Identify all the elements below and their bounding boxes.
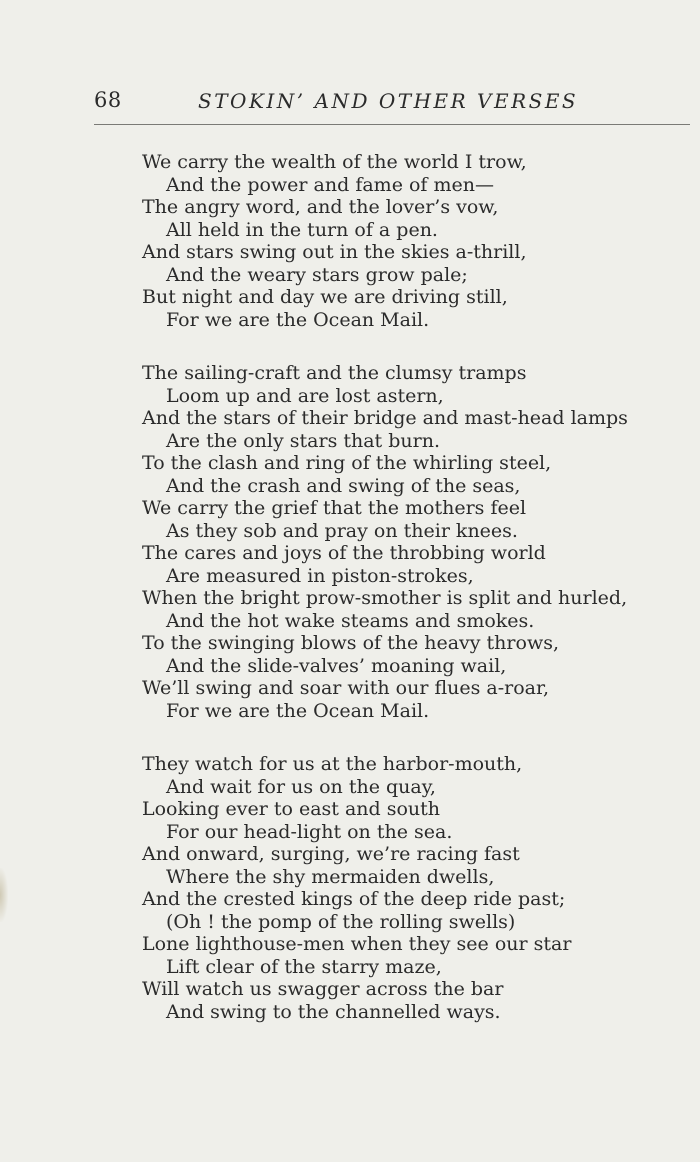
- poem-line: For we are the Ocean Mail.: [166, 308, 430, 331]
- poem-line: (Oh ! the pomp of the rolling swells): [166, 910, 516, 933]
- stanza: [142, 151, 698, 331]
- poem-line: Looking ever to east and south: [142, 798, 441, 820]
- running-title: STOKIN’ AND OTHER VERSES: [198, 89, 579, 113]
- poem-line: To the clash and ring of the whirling steel,: [142, 452, 552, 474]
- poem-line: The cares and joys of the throbbing world: [142, 542, 546, 564]
- stanza: [142, 753, 698, 1023]
- poem-line: When the bright prow-smother is split and hurled,: [142, 587, 628, 609]
- page-stain: [0, 868, 8, 922]
- poem-line: We carry the grief that the mothers feel: [142, 497, 527, 519]
- poem-line: We’ll swing and soar with our flues a-roar,: [142, 677, 550, 699]
- poem-line: And the stars of their bridge and mast-head lamps: [142, 407, 628, 429]
- header-rule: [94, 124, 690, 125]
- poem-line: For our head-light on the sea.: [166, 820, 453, 843]
- poem-line: And the crash and swing of the seas,: [166, 474, 521, 497]
- poem-line: The sailing-craft and the clumsy tramps: [142, 362, 527, 384]
- poem-line: As they sob and pray on their knees.: [166, 519, 518, 542]
- poem-line: Lift clear of the starry maze,: [166, 955, 442, 978]
- poem-line: Will watch us swagger across the bar: [142, 978, 504, 1000]
- poem-line: And the weary stars grow pale;: [166, 263, 468, 286]
- poem-line: Lone lighthouse-men when they see our star: [142, 933, 572, 955]
- poem-line: They watch for us at the harbor-mouth,: [142, 753, 523, 775]
- poem-line: To the swinging blows of the heavy throws,: [142, 632, 559, 654]
- poem-line: Where the shy mermaiden dwells,: [166, 865, 495, 888]
- poem-line: Are the only stars that burn.: [166, 429, 440, 452]
- poem-line: And wait for us on the quay,: [166, 775, 436, 798]
- poem-line: And the slide-valves’ moaning wail,: [166, 654, 507, 677]
- poem-line: We carry the wealth of the world I trow,: [142, 151, 527, 173]
- poem-line: And onward, surging, we’re racing fast: [142, 843, 520, 865]
- stanza: [142, 362, 698, 722]
- page-number: 68: [94, 88, 122, 112]
- poem-line: And swing to the channelled ways.: [166, 1000, 501, 1023]
- running-head: [94, 88, 690, 118]
- poem-body: [142, 151, 698, 1054]
- poem-line: And the crested kings of the deep ride past;: [142, 888, 566, 910]
- poem-line: And stars swing out in the skies a-thrill,: [142, 241, 527, 263]
- poem-line: The angry word, and the lover’s vow,: [142, 196, 499, 218]
- poem-line: Loom up and are lost astern,: [166, 384, 444, 407]
- poem-line: But night and day we are driving still,: [142, 286, 508, 308]
- poem-line: And the power and fame of men—: [166, 173, 494, 196]
- poem-line: All held in the turn of a pen.: [166, 218, 438, 241]
- poem-line: Are measured in piston-strokes,: [166, 564, 474, 587]
- poem-line: And the hot wake steams and smokes.: [166, 609, 535, 632]
- poem-line: For we are the Ocean Mail.: [166, 699, 430, 722]
